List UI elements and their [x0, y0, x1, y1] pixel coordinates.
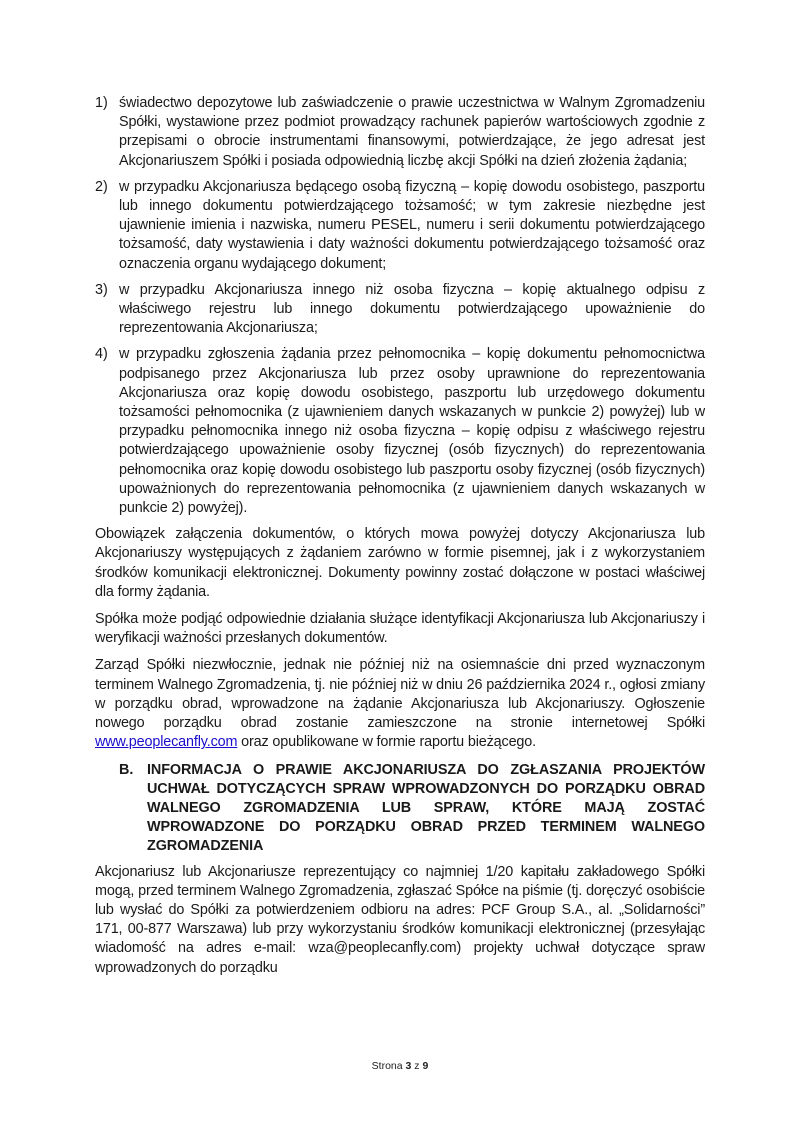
- company-website-link[interactable]: www.peoplecanfly.com: [95, 734, 238, 751]
- page-footer: [0, 1060, 800, 1072]
- list-item-text: w przypadku Akcjonariusza będącego osobą fizyczną – kopię dowodu osobistego, paszportu lub innego dokumentu potwierdzającego tożsamość; w tym zakresie niezbędne jest ujawnienie imienia i nazwiska, numeru PESEL, numeru i serii dokumentu potwierdzającego tożsamość, daty wystawienia i daty ważności dokumentu potwierdzającego tożsamość oraz oznaczenia organu wydającego dokument;: [119, 178, 705, 272]
- list-item-text: w przypadku zgłoszenia żądania przez pełnomocnika – kopię dokumentu pełnomocnictwa podpisanego przez Akcjonariusza lub przez osoby uprawnione do reprezentowania Akcjonariusza oraz kopię dowodu osobistego, paszportu lub urzędowego dokumentu tożsamości pełnomocnika (z ujawnieniem danych wskazanych w punkcie 2) powyżej) lub w przypadku pełnomocnika innego niż osoba fizyczna – kopię odpisu z właściwego rejestru potwierdzającego upoważnienie osoby fizycznej (osób fizycznych) do reprezentowania pełnomocnika oraz kopię dowodu osobistego lub paszportu osoby fizycznej (osób fizycznych) upoważnionych do reprezentowania pełnomocnika (z ujawnieniem danych wskazanych w punkcie 2) powyżej).: [119, 346, 705, 517]
- required-documents-list: [95, 94, 705, 518]
- board-text-before-link: Zarząd Spółki niezwłocznie, jednak nie później niż na osiemnaście dni przed wyznaczonym terminem Walnego Zgromadzenia, tj. nie później niż w dniu 26 października 2024 r., ogłosi zmiany w porządku obrad, wprowadzone na żądanie Akcjonariusza lub Akcjonariuszy. Ogłoszenie nowego porządku obrad zostanie zamieszczone na stronie internetowej Spółki: [95, 657, 705, 732]
- board-announcement-paragraph: [95, 656, 705, 752]
- page-label: Strona: [371, 1060, 403, 1072]
- document-page-content: [95, 94, 705, 986]
- section-b-heading: [119, 761, 705, 857]
- list-item: [95, 345, 705, 518]
- list-item-text: świadectwo depozytowe lub zaświadczenie o prawie uczestnictwa w Walnym Zgromadzeniu Spółki, wystawione przez podmiot prowadzący rachunek papierów wartościowych zgodnie z przepisami o obrocie instrumentami finansowymi, potwierdzające, że jego adresat jest Akcjonariuszem Spółki i posiada odpowiednią liczbę akcji Spółki na dzień złożenia żądania;: [119, 95, 705, 169]
- shareholders-paragraph: Akcjonariusz lub Akcjonariusze reprezentujący co najmniej 1/20 kapitału zakładowego Spółki mogą, przed terminem Walnego Zgromadzenia, zgłaszać Spółce na piśmie (tj. doręczyć osobiście lub wysłać do Spółki za potwierdzeniem odbioru na adres: PCF Group S.A., al. „Solidarności” 171, 00-877 Warszawa) lub przy wykorzystaniu środków komunikacji elektronicznej (przesyłając wiadomość na adres e-mail: wza@peoplecanfly.com) projekty uchwał dotyczące spraw wprowadzonych do porządku: [95, 863, 705, 976]
- list-item: [95, 94, 705, 171]
- board-text-after-link: oraz opublikowane w formie raportu bieżącego.: [237, 734, 536, 751]
- section-title: INFORMACJA O PRAWIE AKCJONARIUSZA DO ZGŁASZANIA PROJEKTÓW UCHWAŁ DOTYCZĄCYCH SPRAW WPROWADZONYCH DO PORZĄDKU OBRAD WALNEGO ZGROMADZENIA LUB SPRAW, KTÓRE MAJĄ ZOSTAĆ WPROWADZONE DO PORZĄDKU OBRAD PRZED TERMINEM WALNEGO ZGROMADZENIA: [147, 761, 705, 855]
- current-page-number: 3: [405, 1060, 412, 1072]
- list-item: [95, 281, 705, 339]
- page-separator: z: [414, 1060, 420, 1072]
- list-item-number: 2): [95, 178, 108, 195]
- total-pages-number: 9: [422, 1060, 429, 1072]
- verification-paragraph: Spółka może podjąć odpowiednie działania służące identyfikacji Akcjonariusza lub Akcjonariuszy i weryfikacji ważności przesłanych dokumentów.: [95, 611, 705, 647]
- list-item-number: 1): [95, 95, 108, 111]
- obligation-paragraph: Obowiązek załączenia dokumentów, o których mowa powyżej dotyczy Akcjonariusza lub Akcjonariuszy występujących z żądaniem zarówno w formie pisemnej, jak i z wykorzystaniem środków komunikacji elektronicznej. Dokumenty powinny zostać dołączone w postaci właściwej dla formy żądania.: [95, 526, 705, 600]
- list-item-text: w przypadku Akcjonariusza innego niż osoba fizyczna – kopię aktualnego odpisu z właściwego rejestru lub innego dokumentu potwierdzającego upoważnienie do reprezentowania Akcjonariusza;: [119, 281, 705, 337]
- list-item-number: 4): [95, 346, 108, 363]
- list-item-number: 3): [95, 281, 108, 298]
- section-letter: B.: [119, 761, 134, 778]
- list-item: [95, 178, 705, 274]
